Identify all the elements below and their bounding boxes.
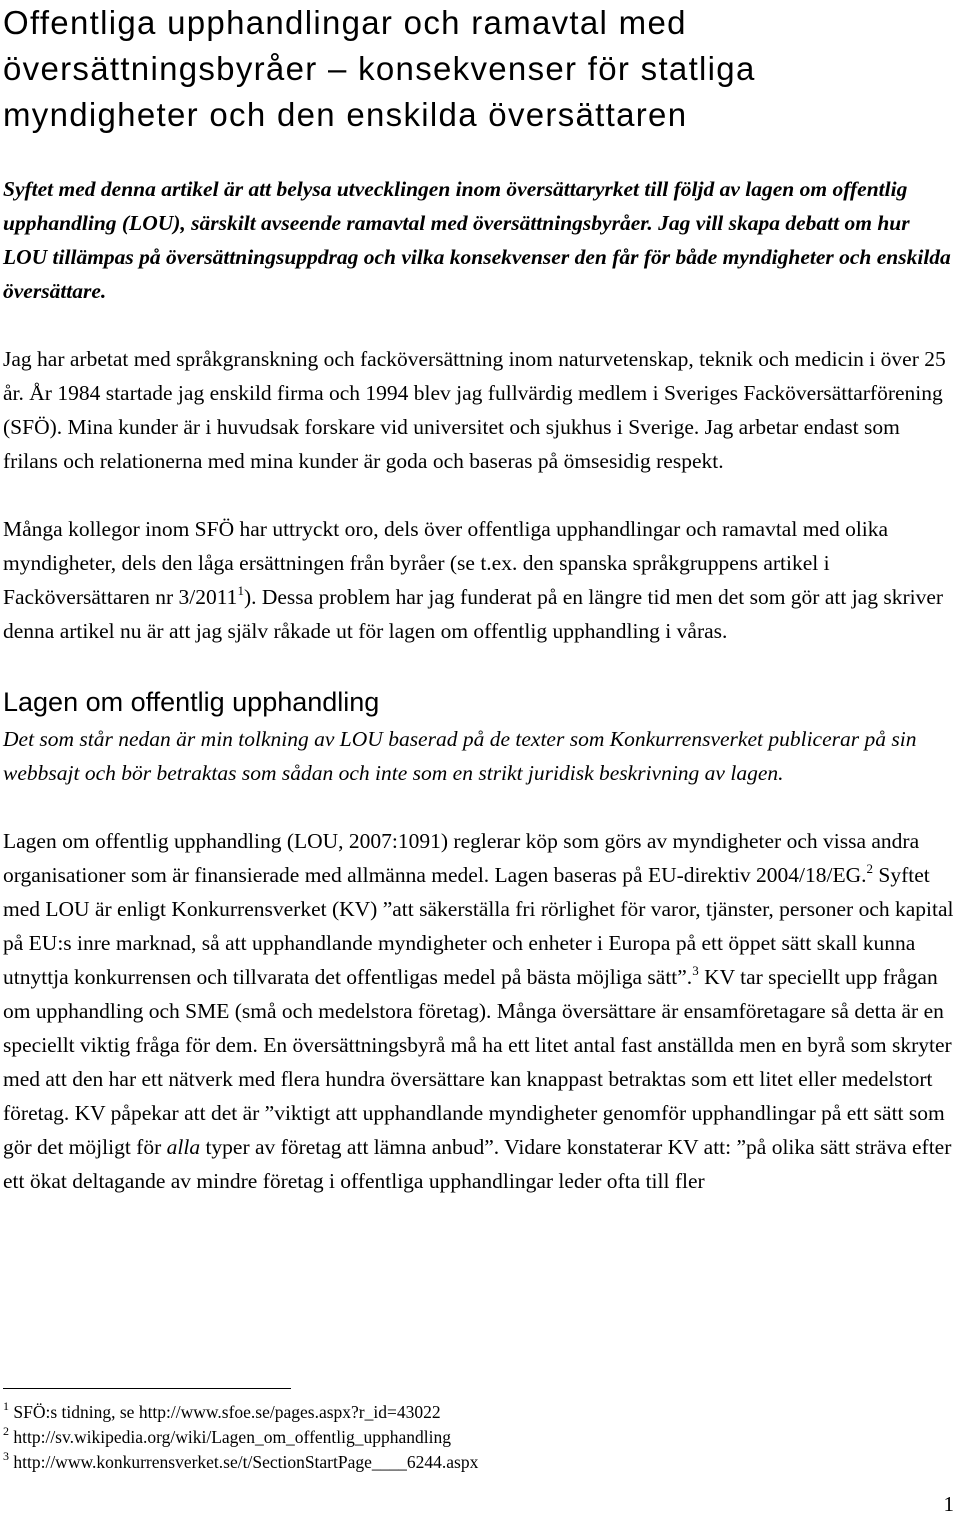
paragraph-concerns-text-1: Många kollegor inom SFÖ har uttryckt oro, dels över offentliga upphandlingar och ramavtal med olika myndigheter, dels den låga ersättningen från byråer (se t.ex. den spanska språkgruppens artikel i Facköversättaren nr 3/2011 bbox=[3, 517, 889, 609]
abstract: Syftet med denna artikel är att belysa utvecklingen inom översättaryrket till följd av lagen om offentlig upphandling (LOU), särskilt avseende ramavtal med översättningsbyråer. Jag vill skapa debatt om hur LOU tillämpas på översättningsuppdrag och vilka konsekvenser den får för både myndigheter och enskilda översättare. bbox=[3, 177, 951, 303]
paragraph-background: Jag har arbetat med språkgranskning och facköversättning inom naturvetenskap, teknik och medicin i över 25 år. År 1984 startade jag enskild firma och 1994 blev jag fullvärdig medlem i Sveriges Facköversättarförening (SFÖ). Mina kunder är i huvudsak forskare vid universitet och sjukhus i Sverige. Jag arbetar endast som frilans och relationerna med mina kunder är goda och baseras på ömsesidig respekt. bbox=[3, 347, 946, 473]
footnote-item bbox=[3, 1425, 478, 1450]
footnote-ref-1: 1 bbox=[237, 583, 244, 598]
footnote-ref-2: 2 bbox=[866, 861, 873, 876]
footnote-separator bbox=[3, 1388, 291, 1389]
paragraph-concerns-text-2: ). Dessa problem har jag funderat på en längre tid men det som gör att jag skriver denna artikel nu är att jag själv råkade ut för lagen om offentlig upphandling i våras. bbox=[3, 585, 944, 643]
footnote-item bbox=[3, 1450, 478, 1475]
footnote-number: 2 bbox=[3, 1424, 9, 1438]
paragraph-lou-text-2: Syftet med LOU är enligt Konkurrensverket (KV) ”att säkerställa fri rörlighet för varor, tjänster, personer och kapital på EU:s inre marknad, så att upphandlande myndigheter och enheter i Europa på ett öppet sätt skall kunna utnyttja konkurrensen och tillvarata det offentligas medel på bästa möjliga sätt”. bbox=[3, 863, 954, 989]
footnote-text: http://www.konkurrensverket.se/t/SectionStartPage____6244.aspx bbox=[13, 1452, 479, 1472]
footnote-number: 3 bbox=[3, 1449, 9, 1463]
footnote-item bbox=[3, 1400, 478, 1425]
footnotes bbox=[3, 1400, 478, 1475]
footnote-text: SFÖ:s tidning, se http://www.sfoe.se/pages.aspx?r_id=43022 bbox=[13, 1402, 441, 1422]
paragraph-lou-text-3: KV tar speciellt upp frågan om upphandling och SME (små och medelstora företag). Många översättare är ensamföretagare så detta är en speciellt viktig fråga för dem. En översättningsbyrå må ha ett litet antal fast anställda men en byrå som skryter med att den har ett nätverk med flera hundra översättare kan knappast betraktas som ett litet eller medelstort företag. KV påpekar att det är ”viktigt att upphandlande myndigheter genomför upphandlingar på ett sätt som gör det möjligt för bbox=[3, 965, 952, 1159]
paragraph-lou-text-1: Lagen om offentlig upphandling (LOU, 2007:1091) reglerar köp som görs av myndigheter och vissa andra organisationer som är finansierade med allmänna medel. Lagen baseras på EU-direktiv 2004/18/EG. bbox=[3, 829, 920, 887]
footnote-ref-3: 3 bbox=[692, 963, 699, 978]
section-heading: Lagen om offentlig upphandling bbox=[3, 687, 380, 717]
emphasis-alla: alla bbox=[166, 1135, 201, 1159]
document-page bbox=[3, 0, 957, 1198]
paragraph-concerns bbox=[3, 512, 957, 648]
paragraph-lou bbox=[3, 824, 957, 1198]
page-number: 1 bbox=[943, 1492, 954, 1516]
footnote-number: 1 bbox=[3, 1399, 9, 1413]
paragraph-lou-text-4: typer av företag att lämna anbud”. Vidare konstaterar KV att: ”på olika sätt sträva efter ett ökat deltagande av mindre företag i offentliga upphandlingar leder ofta till fler bbox=[3, 1135, 952, 1193]
footnote-text: http://sv.wikipedia.org/wiki/Lagen_om_offentlig_upphandling bbox=[13, 1427, 451, 1447]
disclaimer: Det som står nedan är min tolkning av LOU baserad på de texter som Konkurrensverket publicerar på sin webbsajt och bör betraktas som sådan och inte som en strikt juridisk beskrivning av lagen. bbox=[3, 727, 917, 785]
document-title: Offentliga upphandlingar och ramavtal med översättningsbyråer – konsekvenser för statliga myndigheter och den enskilda översättaren bbox=[3, 4, 756, 133]
